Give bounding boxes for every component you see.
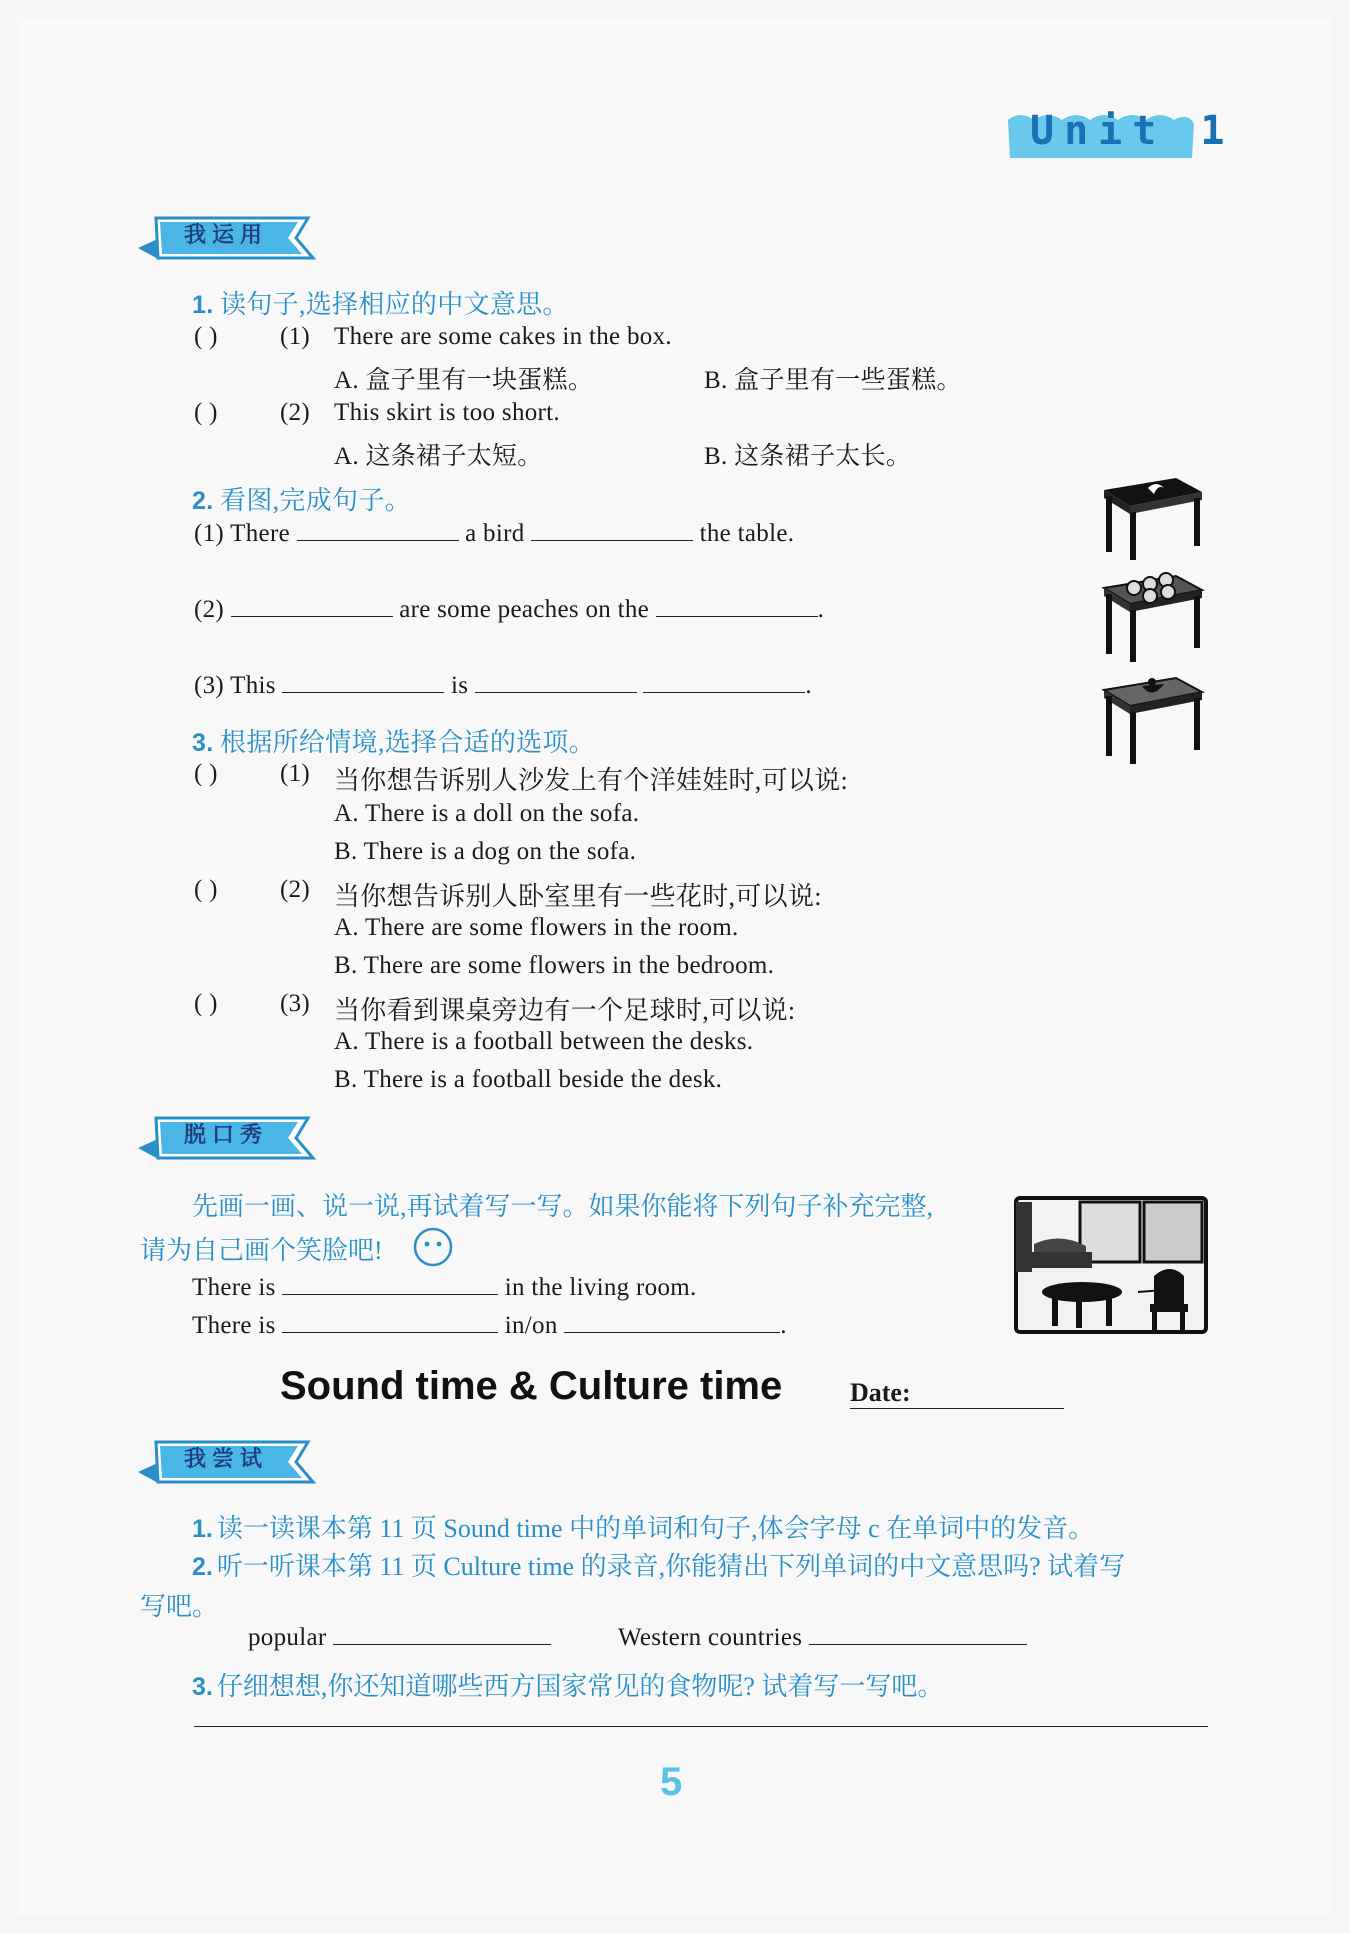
q3-item3-option-b: B. There is a football beside the desk. — [334, 1066, 723, 1093]
q2-item2-blank2[interactable] — [656, 594, 818, 617]
date-field[interactable] — [920, 1380, 1064, 1406]
q2-item2-part2: . — [817, 596, 825, 623]
q3-heading — [192, 722, 595, 759]
q1-item1-label: (1) — [280, 323, 311, 350]
talk-line2 — [192, 1310, 787, 1340]
q3-item1-option-b: B. There is a dog on the sofa. — [334, 838, 637, 865]
q2-instruction: 看图,完成句子。 — [220, 486, 411, 515]
q1-item2-option-b: B. 这条裙子太长。 — [704, 443, 912, 470]
talk-line2-end: . — [780, 1312, 787, 1339]
living-room-illustration — [1014, 1196, 1208, 1334]
q3-item2-paren[interactable]: ( ) — [194, 876, 218, 903]
s3-q2-word1: popular — [248, 1624, 327, 1651]
q3-item1-option-a: A. There is a doll on the sofa. — [334, 800, 640, 827]
q1-item2-option-a: A. 这条裙子太短。 — [334, 443, 543, 470]
q1-item1-option-a: A. 盒子里有一块蛋糕。 — [334, 367, 594, 394]
q2-item2-blank1[interactable] — [231, 594, 393, 617]
talk-line2-blank2[interactable] — [564, 1310, 780, 1333]
q2-item3-blank3[interactable] — [643, 670, 805, 693]
q2-item1 — [194, 518, 794, 548]
talk-instruction-line1: 先画一画、说一说,再试着写一写。如果你能将下列句子补充完整, — [192, 1192, 934, 1221]
q3-item3-option-a: A. There is a football between the desks. — [334, 1028, 754, 1055]
banner-talk-show: 脱口秀 — [184, 1123, 269, 1148]
q2-item3-label: (3) — [194, 672, 225, 699]
q2-item2 — [194, 594, 824, 624]
q2-item1-blank1[interactable] — [297, 518, 459, 541]
talk-line2-mid: in/on — [504, 1312, 558, 1339]
q3-item2-label: (2) — [280, 876, 311, 903]
q2-item3-blank1[interactable] — [282, 670, 444, 693]
q2-item3-part3: . — [805, 672, 812, 699]
s3-q2-word1-blank[interactable] — [333, 1622, 551, 1645]
q2-item3-part1: This — [230, 672, 276, 699]
s3-q3 — [192, 1666, 943, 1703]
q1-heading — [192, 284, 569, 321]
q3-item2-option-a: A. There are some flowers in the room. — [334, 914, 739, 941]
q2-item2-label: (2) — [194, 596, 225, 623]
s3-q1-number: 1. — [192, 1515, 213, 1543]
banner-try: 我尝试 — [184, 1447, 269, 1472]
s3-q1-text: 读一读课本第 11 页 Sound time 中的单词和句子,体会字母 c 在单词中的发音。 — [216, 1514, 1095, 1543]
q2-number: 2. — [192, 487, 214, 515]
s3-q2-word2-blank[interactable] — [809, 1622, 1027, 1645]
q2-item3-blank2[interactable] — [475, 670, 637, 693]
q2-item1-part1: There — [230, 520, 290, 547]
q1-item2-sentence: This skirt is too short. — [334, 399, 560, 426]
talk-line1-start: There is — [192, 1274, 276, 1301]
q3-item3-prompt: 当你看到课桌旁边有一个足球时,可以说: — [334, 996, 796, 1025]
s3-q2-word2: Western countries — [618, 1624, 803, 1651]
q1-item1-sentence: There are some cakes in the box. — [334, 323, 672, 350]
talk-line1-end: in the living room. — [504, 1274, 697, 1301]
s3-q2-text-line2: 写吧。 — [140, 1592, 219, 1621]
q1-item2-label: (2) — [280, 399, 311, 426]
s3-q3-text: 仔细想想,你还知道哪些西方国家常见的食物呢? 试着写一写吧。 — [216, 1672, 944, 1701]
s3-q3-number: 3. — [192, 1673, 213, 1701]
q3-item3-paren[interactable]: ( ) — [194, 990, 218, 1017]
q1-number: 1. — [192, 291, 214, 319]
q2-heading — [192, 480, 411, 517]
s3-q2-text-line1: 听一听课本第 11 页 Culture time 的录音,你能猜出下列单词的中文意思吗? 试着写 — [216, 1552, 1126, 1581]
talk-line1 — [192, 1272, 697, 1302]
smiley-face-icon — [412, 1226, 454, 1268]
q2-item1-part3: the table. — [699, 520, 795, 547]
talk-line2-start: There is — [192, 1312, 276, 1339]
q2-item1-label: (1) — [194, 520, 225, 547]
s3-q3-answer-line[interactable] — [194, 1726, 1208, 1727]
date-underline — [850, 1408, 1064, 1409]
talk-line2-blank1[interactable] — [282, 1310, 498, 1333]
q3-item3-label: (3) — [280, 990, 311, 1017]
s3-q2-word2-row — [618, 1622, 1027, 1652]
s3-q1 — [192, 1508, 1094, 1545]
talk-instruction-line2: 请为自己画个笑脸吧! — [140, 1236, 383, 1265]
q3-number: 3. — [192, 729, 214, 757]
q3-instruction: 根据所给情境,选择合适的选项。 — [220, 728, 596, 757]
q3-item2-prompt: 当你想告诉别人卧室里有一些花时,可以说: — [334, 882, 822, 911]
q3-item2-option-b: B. There are some flowers in the bedroom. — [334, 952, 775, 979]
q1-instruction: 读句子,选择相应的中文意思。 — [220, 290, 569, 319]
q2-item3 — [194, 670, 812, 700]
s3-q2-word1-row — [248, 1622, 551, 1652]
table-with-bird-image — [1096, 470, 1206, 562]
q1-item2-paren[interactable]: ( ) — [194, 399, 218, 426]
q2-item1-blank2[interactable] — [531, 518, 693, 541]
section-title-sound-culture: Sound time & Culture time — [280, 1364, 783, 1408]
q2-item1-part2: a bird — [465, 520, 525, 547]
q1-item1-paren[interactable]: ( ) — [194, 323, 218, 350]
table-with-peaches-image — [1096, 566, 1206, 666]
q1-item1-option-b: B. 盒子里有一些蛋糕。 — [704, 367, 962, 394]
unit-label: Unit 1 — [1030, 108, 1235, 154]
q3-item1-prompt: 当你想告诉别人沙发上有个洋娃娃时,可以说: — [334, 766, 849, 795]
page-number: 5 — [660, 1760, 683, 1804]
q2-item2-part1: are some peaches on the — [399, 596, 650, 623]
talk-line1-blank[interactable] — [282, 1272, 498, 1295]
s3-q2-number: 2. — [192, 1553, 213, 1581]
q2-item3-part2: is — [450, 672, 469, 699]
table-with-bowl-image — [1096, 668, 1206, 768]
banner-use: 我运用 — [184, 223, 269, 248]
date-label: Date: — [850, 1378, 911, 1407]
q3-item1-paren[interactable]: ( ) — [194, 760, 218, 787]
s3-q2 — [192, 1546, 1125, 1583]
q3-item1-label: (1) — [280, 760, 311, 787]
